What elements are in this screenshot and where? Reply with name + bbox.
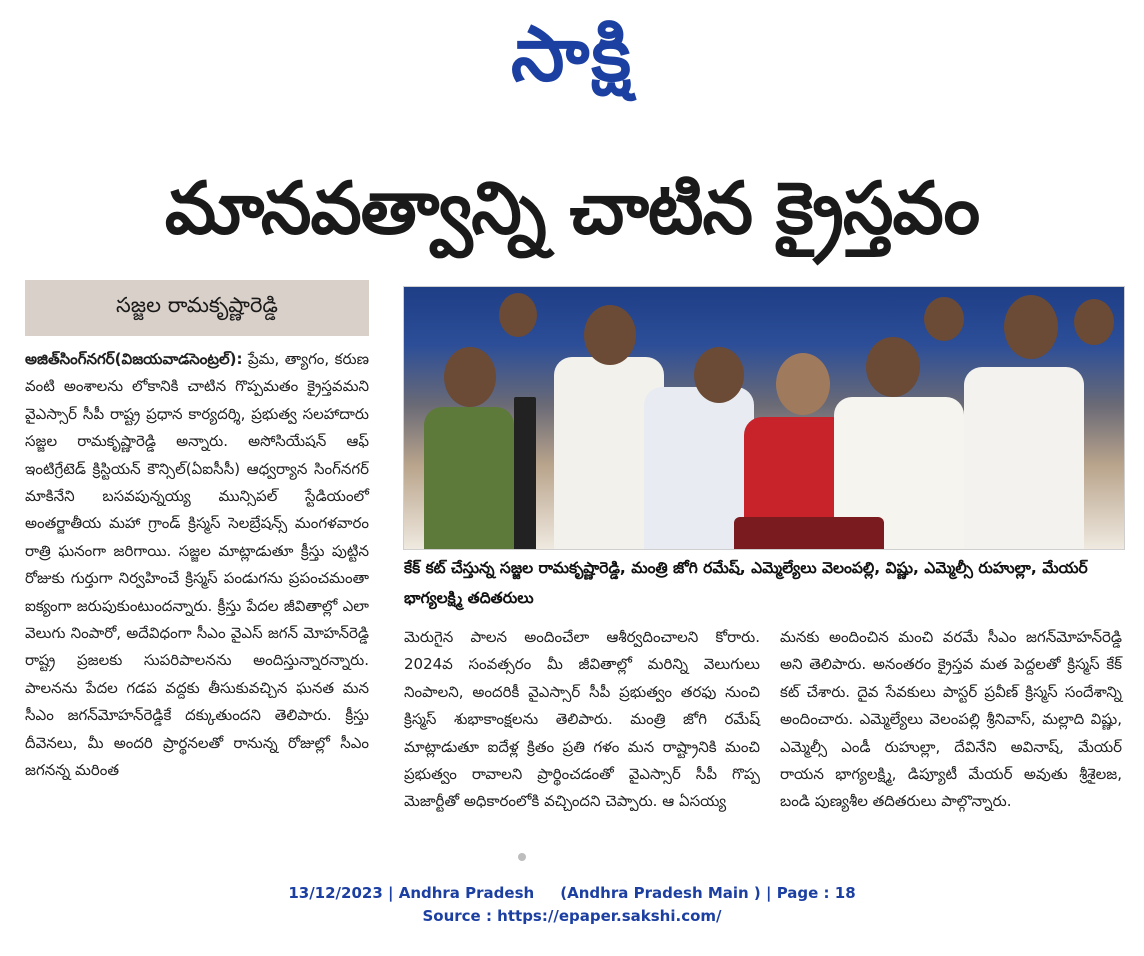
headline: మానవత్వాన్ని చాటిన క్రైస్తవం bbox=[164, 166, 980, 250]
footer-source-link[interactable]: Source : https://epaper.sakshi.com/ bbox=[422, 907, 722, 925]
person-figure bbox=[444, 347, 496, 407]
dateline: అజిత్‌సింగ్‌నగర్(విజయవాడసెంట్రల్): bbox=[25, 350, 243, 368]
person-figure bbox=[924, 297, 964, 341]
article-col2-text: మెరుగైన పాలన అందించేలా ఆశీర్వదించాలని కోరారు. 2024వ సంవత్సరం మీ జీవితాల్లో మరిన్ని వెలుగులు నింపాలని, అందరికీ వైఎస్సార్ సీపీ ప్రభుత్వం తరఫు నుంచి క్రిస్మస్ శుభాకాంక్షలను తెలిపారు. మంత్రి జోగి రమేష్ మాట్లాడుతూ ఐదేళ్ల క్రితం ప్రతి గళం మన రాష్ట్రానికి మంచి ప్రభుత్వం రావాలని ప్రార్థించడంతో వైఎస్సార్ సీపీ గొప్ప మెజార్టీతో అధికారంలోకి వచ్చిందని చెప్పారు. ఆ ఏసయ్య bbox=[404, 628, 760, 811]
person-figure bbox=[694, 347, 744, 403]
article-col3-text: మనకు అందించిన మంచి వరమే సీఎం జగన్‌మోహన్‌రెడ్డి అని తెలిపారు. అనంతరం క్రైస్తవ మత పెద్దలతో క్రిస్మస్ కేక్ కట్ చేశారు. దైవ సేవకులు పాస్టర్ ప్రవీణ్ క్రిస్మస్ సందేశాన్ని అందించారు. ఎమ్మెల్యేలు వెలంపల్లి శ్రీనివాస్, మల్లాది విష్ణు, ఎమ్మెల్సీ ఎండీ రుహుల్లా, దేవినేని అవినాష్, మేయర్ రాయన భాగ్యలక్ష్మి, డిప్యూటీ మేయర్ అవుతు శ్రీశైలజ, బండి పుణ్యశీల తదితరులు పాల్గొన్నారు. bbox=[780, 628, 1122, 811]
cake bbox=[734, 517, 884, 550]
person-figure bbox=[499, 293, 537, 337]
byline-text: సజ్జల రామకృష్ణారెడ్డి bbox=[116, 293, 278, 317]
person-figure bbox=[866, 337, 920, 397]
masthead-logo: సాక్షి bbox=[510, 9, 634, 98]
footer-dateline: 13/12/2023 | Andhra Pradesh (Andhra Pradesh Main ) | Page : 18 bbox=[288, 884, 856, 902]
person-figure bbox=[964, 367, 1084, 550]
photo-caption: కేక్ కట్ చేస్తున్న సజ్జల రామకృష్ణారెడ్డి, మంత్రి జోగి రమేష్, ఎమ్మెల్యేలు వెలంపల్లి, విష్ణు, ఎమ్మెల్సీ రుహుల్లా, మేయర్ భాగ్యలక్ష్మి తదితరులు bbox=[404, 559, 1088, 607]
microphone-stand bbox=[514, 397, 536, 550]
article-column-2 bbox=[404, 624, 760, 816]
person-figure bbox=[1074, 299, 1114, 345]
person-figure bbox=[1004, 295, 1058, 359]
person-figure bbox=[424, 407, 514, 550]
page-dot bbox=[518, 853, 526, 861]
person-figure bbox=[776, 353, 830, 415]
article-column-3 bbox=[780, 624, 1122, 816]
person-figure bbox=[584, 305, 636, 365]
byline bbox=[25, 280, 369, 336]
article-column-1 bbox=[25, 346, 369, 785]
event-photo bbox=[403, 286, 1125, 550]
article-col1-text: ప్రేమ, త్యాగం, కరుణ వంటి అంశాలను లోకానికి చాటిన గొప్పమతం క్రైస్తవమని వైఎస్సార్ సీపీ రాష్ట్ర ప్రధాన కార్యదర్శి, ప్రభుత్వ సలహాదారు సజ్జల రామకృష్ణారెడ్డి అన్నారు. అసోసియేషన్ ఆఫ్ ఇంటిగ్రేటెడ్ క్రిస్టియన్ కౌన్సిల్(ఏఐసీసీ) ఆధ్వర్యాన సింగ్‌నగర్ మాకినేని బసవపున్నయ్య మున్సిపల్ స్టేడియంలో అంతర్జాతీయ మహా గ్రాండ్ క్రిస్మస్ సెలబ్రేషన్స్ మంగళవారం రాత్రి ఘనంగా జరిగాయి. సజ్జల మాట్లాడుతూ క్రీస్తు పుట్టిన రోజుకు గుర్తుగా నిర్వహించే క్రిస్మస్ పండుగను ప్రపంచమంతా ఐక్యంగా జరుపుకుంటుందన్నారు. క్రీస్తు పేదల జీవితాల్లో ఎలా వెలుగు నింపారో, అదేవిధంగా సీఎం వైఎస్ జగన్ మోహన్‌రెడ్డి రాష్ట్ర ప్రజలకు సుపరిపాలనను అందిస్తున్నారన్నారు. పాలనను పేదల గడప వద్దకు తీసుకువచ్చిన ఘనత మన సీఎం జగన్‌మోహన్‌రెడ్డికే దక్కుతుందని తెలిపారు. క్రీస్తు దీవెనలు, మీ అందరి ప్రార్థనలతో రానున్న రోజుల్లో సీఎం జగనన్న మరింత bbox=[25, 350, 369, 780]
